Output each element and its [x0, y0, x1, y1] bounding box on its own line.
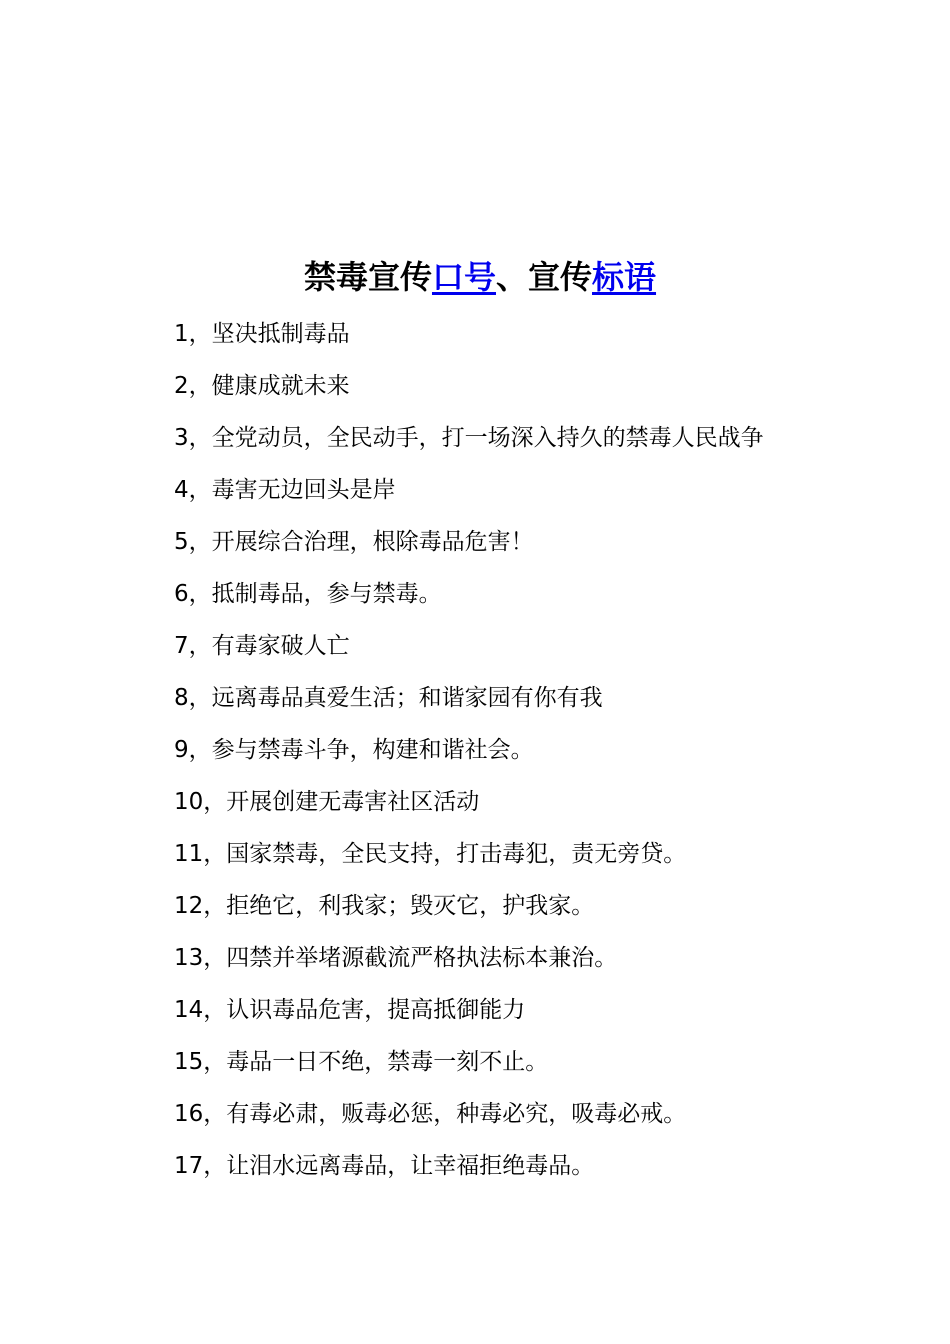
slogan-item: 12，拒绝它，利我家；毁灭它，护我家。	[174, 893, 595, 919]
slogan-item: 11，国家禁毒，全民支持，打击毒犯，责无旁贷。	[174, 841, 687, 867]
slogan-item: 2，健康成就未来	[174, 373, 350, 399]
title-text-part1: 禁毒宣传	[303, 258, 432, 297]
title-link-slogan[interactable]: 口号	[431, 258, 496, 297]
slogan-item: 10，开展创建无毒害社区活动	[174, 789, 480, 815]
slogan-item: 3，全党动员，全民动手，打一场深入持久的禁毒人民战争	[174, 425, 764, 451]
slogan-item: 1，坚决抵制毒品	[174, 321, 350, 347]
slogan-item: 13，四禁并举堵源截流严格执法标本兼治。	[174, 945, 618, 971]
slogan-item: 14，认识毒品危害，提高抵御能力	[174, 997, 526, 1023]
slogan-item: 5，开展综合治理，根除毒品危害！	[174, 529, 534, 555]
slogan-item: 7，有毒家破人亡	[174, 633, 350, 659]
slogan-item: 17，让泪水远离毒品，让幸福拒绝毒品。	[174, 1153, 595, 1179]
title-link-banner[interactable]: 标语	[592, 258, 657, 297]
slogan-item: 16，有毒必肃，贩毒必惩，种毒必究，吸毒必戒。	[174, 1101, 687, 1127]
slogan-list	[174, 312, 944, 1196]
title-text-part2: 、宣传	[496, 258, 593, 297]
page-title	[0, 254, 950, 300]
slogan-item: 9，参与禁毒斗争，构建和谐社会。	[174, 737, 534, 763]
slogan-item: 8，远离毒品真爱生活；和谐家园有你有我	[174, 685, 603, 711]
slogan-item: 6，抵制毒品，参与禁毒。	[174, 581, 442, 607]
slogan-item: 15，毒品一日不绝，禁毒一刻不止。	[174, 1049, 549, 1075]
slogan-item: 4，毒害无边回头是岸	[174, 477, 396, 503]
